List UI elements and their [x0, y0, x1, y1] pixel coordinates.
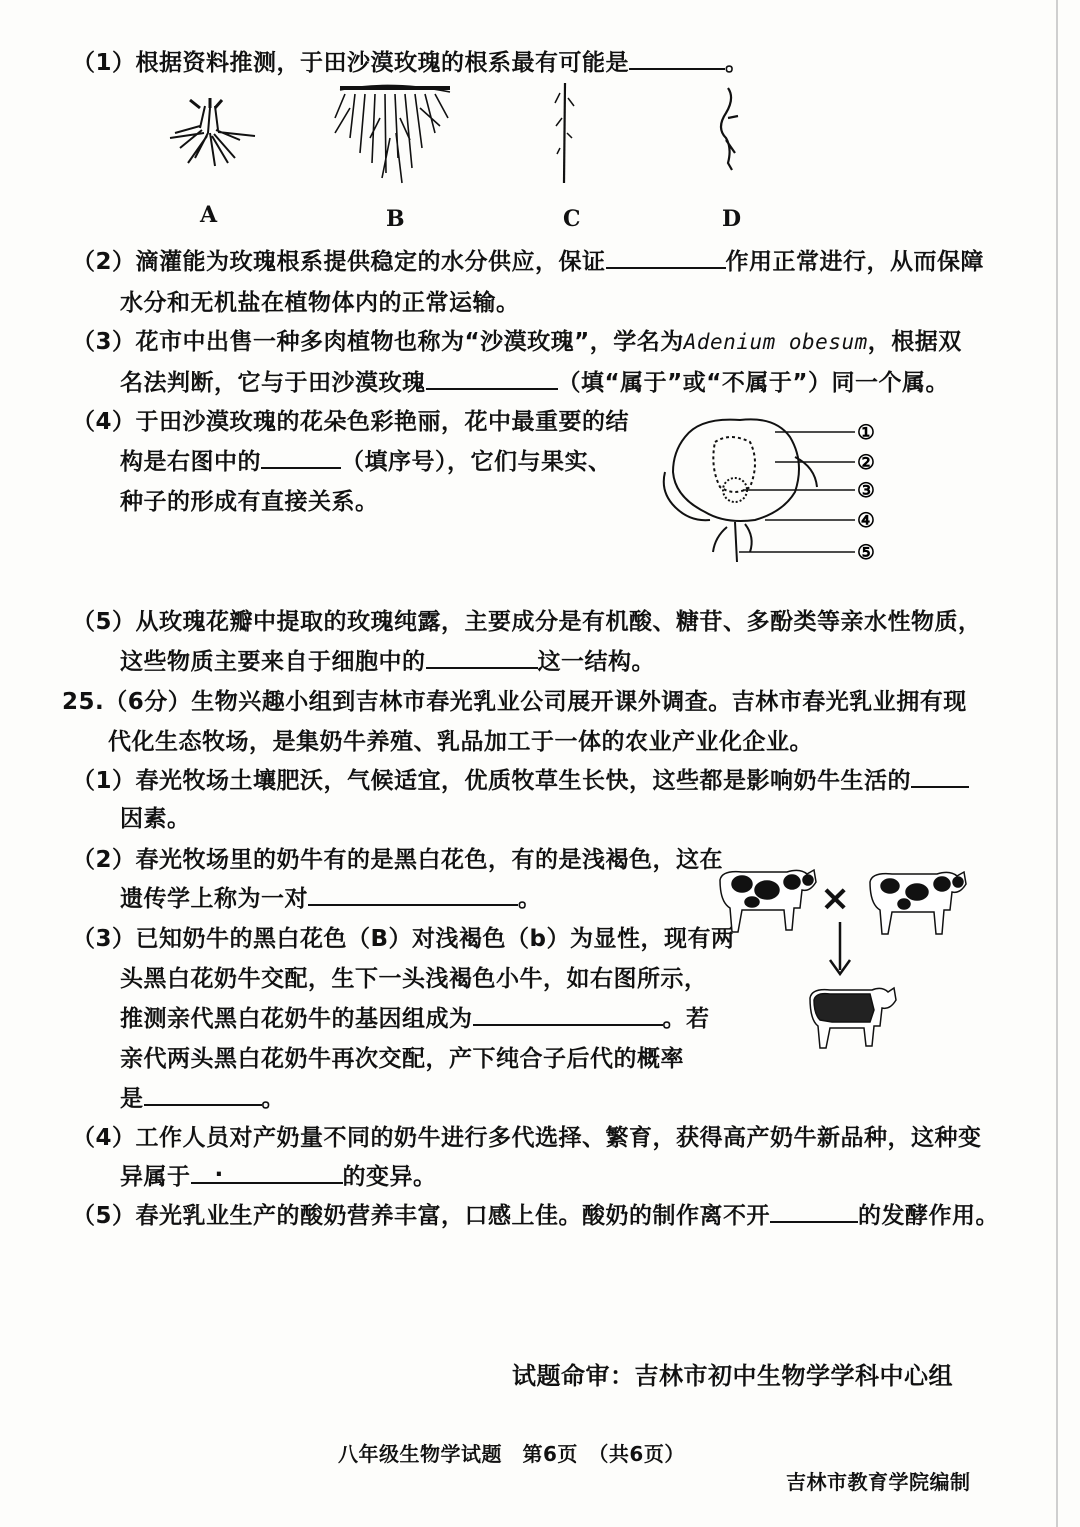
- q24-part3-text-d: （填“属于”或“不属于”）同一个属。: [557, 370, 949, 396]
- cow-cross-figure: [712, 860, 982, 1070]
- root-label-a: A: [200, 202, 218, 228]
- flower-marker-4: ④: [857, 508, 875, 532]
- cross-arrow: [830, 922, 850, 974]
- q24-part1-text: （1）根据资料推测，于田沙漠玫瑰的根系最有可能是: [72, 50, 630, 76]
- q24-part3: [72, 323, 962, 356]
- cross-symbol: ×: [820, 878, 851, 919]
- q25-part3-text-b: 头黑白花奶牛交配，生下一头浅褐色小牛，如右图所示，: [120, 966, 708, 992]
- q24-part5-blank: [426, 645, 538, 669]
- q24-part4-text-d: 种子的形成有直接关系。: [120, 489, 379, 515]
- q24-part2-text-a: （2）滴灌能为玫瑰根系提供稳定的水分供应，保证: [72, 249, 606, 275]
- q24-part5-line2: [120, 643, 655, 676]
- q25-part5: [72, 1197, 999, 1230]
- q25-part4-text-a: （4）工作人员对产奶量不同的奶牛进行多代选择、繁育，获得高产奶牛新品种，这种变: [72, 1125, 982, 1151]
- q25-intro-line2: 代化生态牧场，是集奶牛养殖、乳品加工于一体的农业产业化企业。: [108, 729, 813, 755]
- q24-part3-blank: [426, 366, 558, 390]
- q25-part1-text-a: （1）春光牧场土壤肥沃，气候适宜，优质牧草生长快，这些都是影响奶牛生活的: [72, 768, 912, 794]
- root-label-b: B: [386, 206, 405, 232]
- publisher: 吉林市教育学院编制: [786, 1470, 971, 1494]
- q25-part4-dot: .: [214, 1156, 224, 1182]
- q25-part3-blank-genotype: [473, 1002, 663, 1026]
- q25-part3-text-e: 亲代两头黑白花奶牛再次交配，产下纯合子后代的概率: [120, 1046, 684, 1072]
- q25-part3-line5: [120, 1080, 285, 1113]
- q25-part2-text-a: （2）春光牧场里的奶牛有的是黑白花色，有的是浅褐色，这在: [72, 847, 724, 873]
- q24-part2-text-c: 水分和无机盐在植物体内的正常运输。: [120, 290, 520, 316]
- root-figures: [160, 78, 800, 198]
- q25-part3-text-d: 。若: [662, 1006, 710, 1032]
- parent-cow-left: [720, 870, 816, 932]
- q25-part4-blank: [191, 1156, 343, 1184]
- q25-part2-blank: [308, 882, 518, 906]
- page-edge: [1056, 0, 1058, 1527]
- q24-part2-blank: [606, 245, 726, 269]
- offspring-cow: [810, 988, 896, 1048]
- q24-part2: [72, 243, 984, 276]
- q24-part5-text-b: 这些物质主要来自于细胞中的: [120, 649, 426, 675]
- flower-marker-2: ②: [857, 450, 875, 474]
- q24-part4-text-c: （填序号），它们与果实、: [341, 449, 612, 475]
- q25-part3-blank-probability: [144, 1082, 262, 1106]
- q25-part3-text-f: 是: [120, 1086, 144, 1112]
- q25-part2-line2: [120, 880, 542, 913]
- q25-part5-blank: [770, 1199, 858, 1223]
- q25-part2-end: 。: [518, 886, 542, 912]
- parent-cow-right: [870, 872, 966, 934]
- q25-part3-text-c: 推测亲代黑白花奶牛的基因组成为: [120, 1006, 473, 1032]
- q25-part4-text-b: 异属于: [120, 1164, 191, 1190]
- root-a-figure: [170, 98, 255, 166]
- root-label-c: C: [563, 206, 581, 232]
- root-label-d: D: [722, 206, 742, 232]
- q24-part4-text-a: （4）于田沙漠玫瑰的花朵色彩艳丽，花中最重要的结: [72, 409, 630, 435]
- exam-credit: 试题命审：吉林市初中生物学学科中心组: [512, 1362, 953, 1390]
- q25-part5-text-a: （5）春光乳业生产的酸奶营养丰富，口感上佳。酸奶的制作离不开: [72, 1203, 771, 1229]
- q24-part4-text-b: 构是右图中的: [120, 449, 261, 475]
- root-c-figure: [555, 83, 574, 183]
- q25-part1-text-b: 因素。: [120, 806, 191, 832]
- q25-part3-line3: [120, 1000, 710, 1033]
- flower-marker-5: ⑤: [857, 540, 875, 564]
- q25-part1-blank: [911, 764, 969, 788]
- q24-part2-text-b: 作用正常进行，从而保障: [725, 249, 985, 275]
- q24-part5-text-a: （5）从玫瑰花瓣中提取的玫瑰纯露，主要成分是有机酸、糖苷、多酚类等亲水性物质，: [72, 609, 982, 635]
- q25-part5-text-b: 的发酵作用。: [858, 1203, 1000, 1229]
- q24-part1-end: 。: [725, 50, 749, 76]
- q25-part4-line2: [120, 1158, 437, 1191]
- flower-stem: [713, 522, 752, 562]
- q25-part3-text-a: （3）已知奶牛的黑白花色（B）对浅褐色（b）为显性，现有两: [72, 926, 735, 952]
- q25-part1: [72, 762, 969, 795]
- scientific-name: Adenium obesum: [683, 330, 868, 354]
- q25-part4-text-c: 的变异。: [342, 1164, 437, 1190]
- q24-part1-blank: [629, 46, 725, 70]
- flower-figure: [655, 412, 895, 587]
- q24-part4-line2: [120, 443, 612, 476]
- page-info: 八年级生物学试题 第6页 （共6页）: [338, 1442, 685, 1466]
- q25-intro-line1: 25.（6分）生物兴趣小组到吉林市春光乳业公司展开课外调查。吉林市春光乳业拥有现: [62, 689, 967, 715]
- q24-part3-text-b: ，根据双: [867, 329, 962, 355]
- q24-part1: [72, 44, 749, 77]
- q25-part2-text-b: 遗传学上称为一对: [120, 886, 308, 912]
- q25-part3-end: 。: [261, 1086, 285, 1112]
- root-d-figure: [721, 88, 738, 170]
- flower-marker-1: ①: [857, 420, 875, 444]
- q24-part3-line2: [120, 364, 949, 397]
- q24-part3-text-c: 名法判断，它与于田沙漠玫瑰: [120, 370, 426, 396]
- flower-petal-outline: [673, 419, 799, 521]
- root-b-figure: [335, 85, 450, 183]
- q24-part3-text-a: （3）花市中出售一种多肉植物也称为“沙漠玫瑰”，学名为: [72, 329, 684, 355]
- q24-part5-text-c: 这一结构。: [537, 649, 655, 675]
- flower-marker-3: ③: [857, 478, 875, 502]
- q24-part4-blank: [261, 445, 341, 469]
